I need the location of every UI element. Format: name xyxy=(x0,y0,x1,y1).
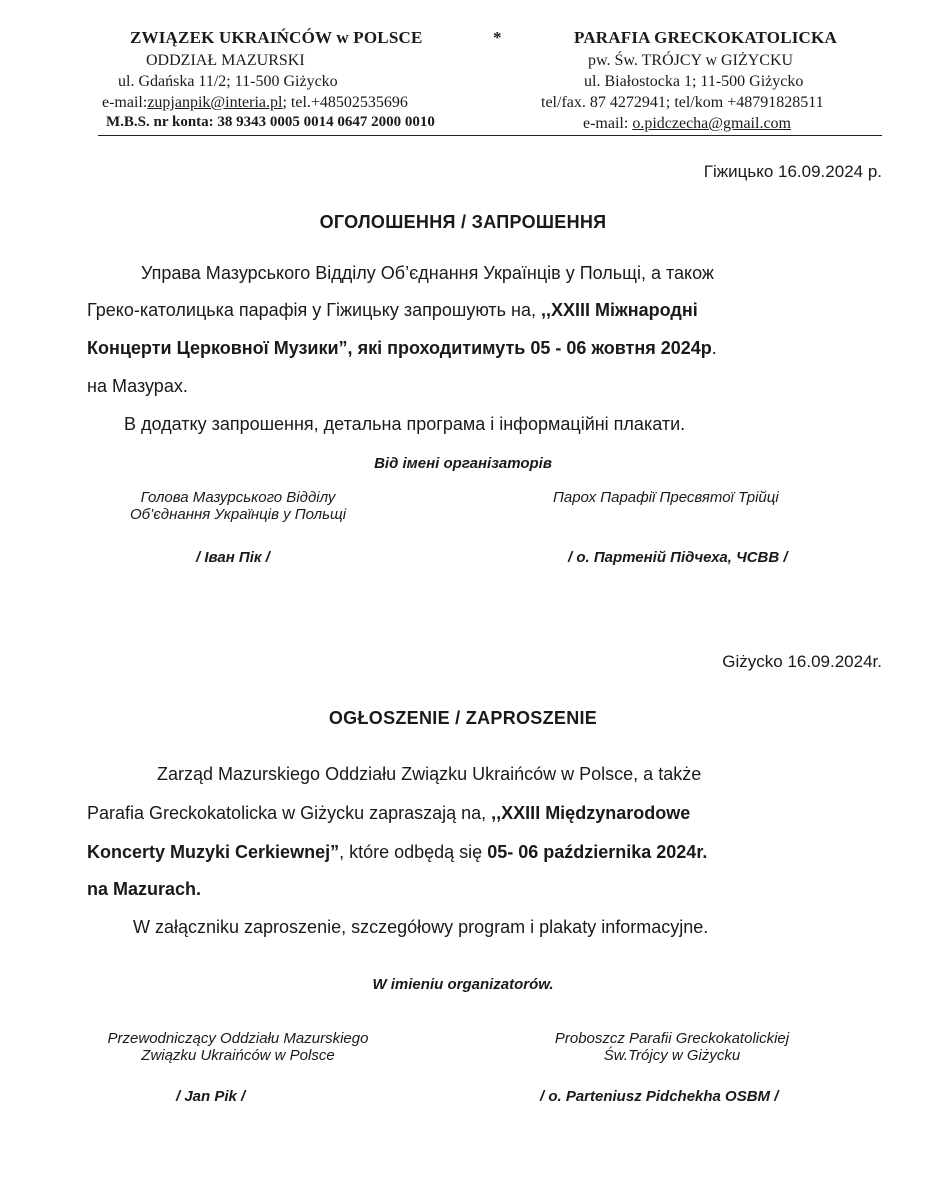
parish-title: PARAFIA GRECKOKATOLICKA xyxy=(574,28,837,47)
uk-on-behalf: Від імені організаторів xyxy=(374,455,552,472)
union-phone: ; tel.+48502535696 xyxy=(282,94,408,111)
uk-signatory-right-name: / о. Партеній Підчеха, ЧСВВ / xyxy=(568,549,788,566)
pl-on-behalf: W imieniu organizatorów. xyxy=(372,976,554,993)
parish-address: ul. Białostocka 1; 11-500 Giżycko xyxy=(584,73,804,90)
uk-paragraph-line: на Мазурах. xyxy=(87,376,188,396)
uk-event-details: Концерти Церковної Музики”, які проходитимуть 05 - 06 жовтня 2024р xyxy=(87,338,712,358)
uk-signatory-left-name: / Іван Пік / xyxy=(196,549,270,566)
union-title: ZWIĄZEK UKRAIŃCÓW w POLSCE xyxy=(130,28,423,47)
union-branch: ODDZIAŁ MAZURSKI xyxy=(146,52,305,69)
union-contact xyxy=(102,93,408,112)
parish-contact xyxy=(583,114,791,133)
union-email-label: e-mail: xyxy=(102,94,148,111)
pl-heading: OGŁOSZENIE / ZAPROSZENIE xyxy=(328,708,598,728)
pl-signatory-right-title: Proboszcz Parafii Greckokatolickiej Św.Trójcy w Giżycku xyxy=(554,1030,790,1064)
uk-attachment-note: В додатку запрошення, детальна програма і інформаційні плакати. xyxy=(124,414,686,434)
pl-signatory-right-name: / o. Parteniusz Pidchekha OSBM / xyxy=(540,1088,779,1105)
parish-dedication: pw. Św. TRÓJCY w GIŻYCKU xyxy=(588,52,794,69)
union-bank-account: M.B.S. nr konta: 38 9343 0005 0014 0647 2000 0010 xyxy=(106,114,435,130)
pl-paragraph-line: Koncerty Muzyki Cerkiewnej”, które odbędą się 05- 06 października 2024r. xyxy=(87,842,708,862)
header-separator: * xyxy=(493,28,502,47)
pl-paragraph-line: Parafia Greckokatolicka w Giżycku zapraszają na, ,,XXIII Międzynarodowe xyxy=(87,803,691,823)
pl-signatory-left-name: / Jan Pik / xyxy=(176,1088,246,1105)
uk-paragraph-line: Концерти Церковної Музики”, які проходитимуть 05 - 06 жовтня 2024р. xyxy=(87,338,717,358)
uk-date: Гіжицько 16.09.2024 р. xyxy=(703,162,882,181)
pl-event-name: ,,XXIII Międzynarodowe xyxy=(491,803,691,823)
uk-signatory-right-title: Парох Парафії Пресвятої Трійці xyxy=(553,489,779,506)
uk-paragraph-line: Греко-католицька парафія у Гіжицьку запрошують на, ,,XXIII Міжнародні xyxy=(87,300,698,320)
pl-date: Giżycko 16.09.2024r. xyxy=(722,652,882,671)
parish-phone: tel/fax. 87 4272941; tel/kom +48791828511 xyxy=(541,94,824,111)
pl-signatory-left-title: Przewodniczący Oddziału Mazurskiego Związku Ukraińców w Polsce xyxy=(107,1030,369,1064)
pl-paragraph-line: na Mazurach. xyxy=(87,879,202,899)
pl-event-dates: 05- 06 października 2024r. xyxy=(487,842,708,862)
uk-signatory-left-title: Голова Мазурського Відділу Об’єднання Українців у Польщі xyxy=(129,489,347,523)
uk-event-name: ,,XXIII Міжнародні xyxy=(541,300,698,320)
header-divider xyxy=(98,135,882,136)
pl-attachment-note: W załączniku zaproszenie, szczegółowy program i plakaty informacyjne. xyxy=(133,917,709,937)
uk-paragraph-line: Управа Мазурського Відділу Об’єднання Українців у Польщі, а також xyxy=(141,263,714,283)
parish-email-label: e-mail: xyxy=(583,115,633,132)
uk-heading: ОГОЛОШЕННЯ / ЗАПРОШЕННЯ xyxy=(319,212,607,232)
union-email-link[interactable]: zupjanpik@interia.pl xyxy=(147,94,283,111)
union-address: ul. Gdańska 11/2; 11-500 Giżycko xyxy=(118,73,338,90)
parish-email-link[interactable]: o.pidczecha@gmail.com xyxy=(632,115,791,132)
pl-paragraph-line: Zarząd Mazurskiego Oddziału Związku Ukraińców w Polsce, a także xyxy=(157,764,702,784)
